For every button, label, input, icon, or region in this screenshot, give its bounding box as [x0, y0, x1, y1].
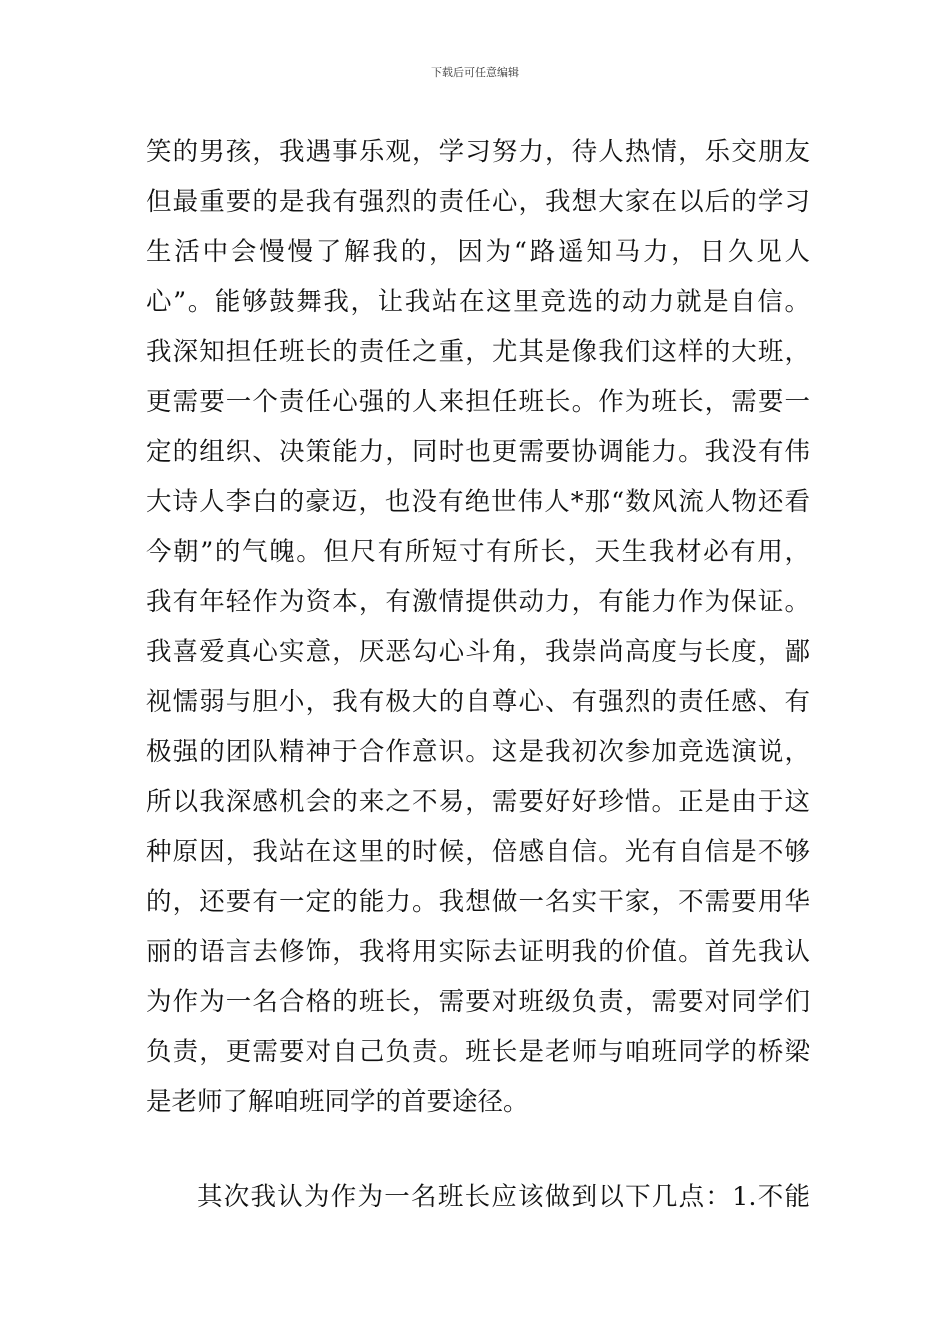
- text-line: 心”。能够鼓舞我，让我站在这里竞选的动力就是自信。: [146, 287, 810, 317]
- text-line: 更需要一个责任心强的人来担任班长。作为班长，需要一: [146, 387, 810, 417]
- text-line: 我有年轻作为资本，有激情提供动力，有能力作为保证。: [146, 587, 810, 617]
- text-line: 负责，更需要对自己负责。班长是老师与咱班同学的桥梁: [146, 1037, 810, 1067]
- page-header: 下载后可任意编辑: [431, 66, 519, 79]
- second-paragraph: [146, 1172, 810, 1222]
- text-line: 极强的团队精神于合作意识。这是我初次参加竞选演说，: [146, 737, 810, 767]
- text-line: 是老师了解咱班同学的首要途径。: [146, 1087, 529, 1117]
- text-line: 生活中会慢慢了解我的，因为“路遥知马力，日久见人: [146, 237, 810, 267]
- text-line: 我喜爱真心实意，厌恶勾心斗角，我崇尚高度与长度，鄙: [146, 637, 810, 667]
- document-body: [146, 127, 810, 1127]
- text-line: 视懦弱与胆小，我有极大的自尊心、有强烈的责任感、有: [146, 687, 810, 717]
- text-line: 种原因，我站在这里的时候，倍感自信。光有自信是不够: [146, 837, 810, 867]
- text-line: 我深知担任班长的责任之重，尤其是像我们这样的大班，: [146, 337, 810, 367]
- text-line: 所以我深感机会的来之不易，需要好好珍惜。正是由于这: [146, 787, 810, 817]
- text-line: 大诗人李白的豪迈，也没有绝世伟人*那“数风流人物还看: [146, 487, 810, 517]
- text-line: 丽的语言去修饰，我将用实际去证明我的价值。首先我认: [146, 937, 810, 967]
- text-line: 但最重要的是我有强烈的责任心，我想大家在以后的学习: [146, 187, 810, 217]
- text-line: 定的组织、决策能力，同时也更需要协调能力。我没有伟: [146, 437, 810, 467]
- text-line: 笑的男孩，我遇事乐观，学习努力，待人热情，乐交朋友: [146, 137, 810, 167]
- text-line: 今朝”的气魄。但尺有所短寸有所长，天生我材必有用，: [146, 537, 810, 567]
- text-line: 其次我认为作为一名班长应该做到以下几点：1.不能: [197, 1182, 810, 1212]
- text-line: 的，还要有一定的能力。我想做一名实干家，不需要用华: [146, 887, 810, 917]
- text-line: 为作为一名合格的班长，需要对班级负责，需要对同学们: [146, 987, 810, 1017]
